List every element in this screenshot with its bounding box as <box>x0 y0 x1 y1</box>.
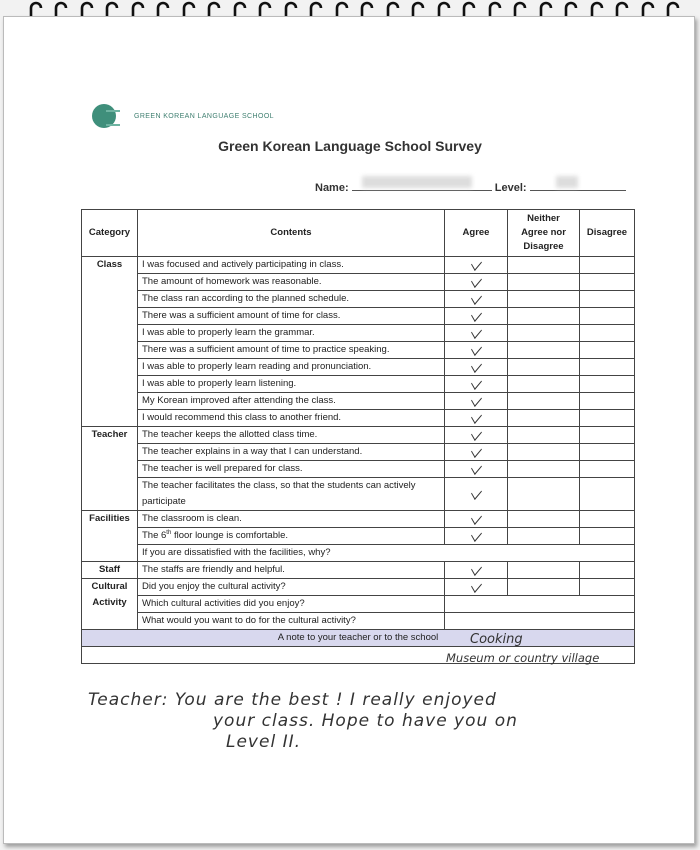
disagree-cell[interactable] <box>580 579 635 596</box>
table-row <box>82 410 635 427</box>
disagree-cell[interactable] <box>580 376 635 393</box>
table-row <box>82 528 635 545</box>
school-logo <box>92 104 274 128</box>
row-label: What would you want to do for the cultural activity? <box>138 613 445 630</box>
cultural-wish-field[interactable] <box>445 613 635 630</box>
disagree-cell[interactable] <box>580 291 635 308</box>
row-label: The 6th floor lounge is comfortable. <box>138 528 445 545</box>
table-row <box>82 342 635 359</box>
level-label: Level: <box>494 182 527 194</box>
category-staff: Staff <box>82 562 138 579</box>
row-label: The teacher explains in a way that I can understand. <box>138 444 445 461</box>
name-level-row <box>315 180 626 194</box>
name-field[interactable] <box>352 180 492 191</box>
check-icon <box>471 307 482 322</box>
check-icon <box>471 426 482 441</box>
agree-cell[interactable] <box>445 579 508 596</box>
handwritten-cooking: Cooking <box>470 632 523 647</box>
note-line-1: Teacher: You are the best ! I really enjoyed <box>88 690 497 710</box>
table-row <box>82 461 635 478</box>
disagree-cell[interactable] <box>580 325 635 342</box>
table-row <box>82 274 635 291</box>
agree-cell[interactable] <box>445 257 508 274</box>
agree-cell[interactable] <box>445 410 508 427</box>
neither-cell[interactable] <box>508 579 580 596</box>
neither-cell[interactable] <box>508 308 580 325</box>
check-icon <box>471 341 482 356</box>
row-label: My Korean improved after attending the class. <box>138 393 445 410</box>
row-label: I was focused and actively participating in class. <box>138 257 445 274</box>
table-row <box>82 478 635 511</box>
header-category: Category <box>82 210 138 257</box>
disagree-cell[interactable] <box>580 562 635 579</box>
row-label: I was able to properly learn the grammar. <box>138 325 445 342</box>
note-header: A note to your teacher or to the school <box>82 630 635 647</box>
handwritten-museum: Museum or country village <box>446 651 600 665</box>
check-icon <box>471 290 482 305</box>
table-row <box>82 359 635 376</box>
table-row <box>82 325 635 342</box>
neither-cell[interactable] <box>508 511 580 528</box>
agree-cell[interactable] <box>445 478 508 511</box>
check-icon <box>471 510 482 525</box>
row-label: Which cultural activities did you enjoy? <box>138 596 445 613</box>
agree-cell[interactable] <box>445 308 508 325</box>
check-icon <box>471 375 482 390</box>
agree-cell[interactable] <box>445 359 508 376</box>
handwritten-note <box>88 690 638 753</box>
row-label: There was a sufficient amount of time for class. <box>138 308 445 325</box>
header-disagree: Disagree <box>580 210 635 257</box>
check-icon <box>471 409 482 424</box>
table-row <box>82 562 635 579</box>
disagree-cell[interactable] <box>580 393 635 410</box>
check-icon <box>471 578 482 593</box>
survey-title: Green Korean Language School Survey <box>218 138 482 154</box>
disagree-cell[interactable] <box>580 444 635 461</box>
disagree-cell[interactable] <box>580 274 635 291</box>
check-icon <box>471 443 482 458</box>
level-field[interactable] <box>530 180 626 191</box>
disagree-cell[interactable] <box>580 511 635 528</box>
check-icon <box>471 392 482 407</box>
note-line-2: your class. Hope to have you on <box>213 711 518 731</box>
category-teacher: Teacher <box>82 427 138 511</box>
table-row <box>82 308 635 325</box>
disagree-cell[interactable] <box>580 342 635 359</box>
row-label: The teacher keeps the allotted class time. <box>138 427 445 444</box>
table-row <box>82 393 635 410</box>
check-icon <box>471 358 482 373</box>
row-label: The teacher facilitates the class, so that the students can actively participate <box>138 478 445 511</box>
category-class: Class <box>82 257 138 427</box>
logo-circle-icon <box>92 104 116 128</box>
neither-cell[interactable] <box>508 427 580 444</box>
check-icon <box>471 273 482 288</box>
agree-cell[interactable] <box>445 342 508 359</box>
check-icon <box>471 460 482 475</box>
agree-cell[interactable] <box>445 528 508 545</box>
check-icon <box>471 561 482 576</box>
agree-cell[interactable] <box>445 444 508 461</box>
disagree-cell[interactable] <box>580 528 635 545</box>
agree-cell[interactable] <box>445 562 508 579</box>
table-row <box>82 444 635 461</box>
table-row <box>82 511 635 528</box>
school-name: GREEN KOREAN LANGUAGE SCHOOL <box>134 112 274 120</box>
neither-cell[interactable] <box>508 291 580 308</box>
check-icon <box>471 527 482 542</box>
agree-cell[interactable] <box>445 291 508 308</box>
neither-cell[interactable] <box>508 562 580 579</box>
neither-cell[interactable] <box>508 274 580 291</box>
header-contents: Contents <box>138 210 445 257</box>
disagree-cell[interactable] <box>580 359 635 376</box>
row-label: The staffs are friendly and helpful. <box>138 562 445 579</box>
table-row <box>82 427 635 444</box>
row-label: Did you enjoy the cultural activity? <box>138 579 445 596</box>
table-row <box>82 376 635 393</box>
neither-cell[interactable] <box>508 444 580 461</box>
table-header-row <box>82 210 635 257</box>
row-label: I was able to properly learn reading and pronunciation. <box>138 359 445 376</box>
row-label: I was able to properly learn listening. <box>138 376 445 393</box>
row-label: There was a sufficient amount of time to practice speaking. <box>138 342 445 359</box>
disagree-cell[interactable] <box>580 427 635 444</box>
agree-cell[interactable] <box>445 427 508 444</box>
neither-cell[interactable] <box>508 342 580 359</box>
disagree-cell[interactable] <box>580 478 635 511</box>
row-label: The classroom is clean. <box>138 511 445 528</box>
neither-cell[interactable] <box>508 410 580 427</box>
row-label: The amount of homework was reasonable. <box>138 274 445 291</box>
neither-cell[interactable] <box>508 325 580 342</box>
check-icon <box>471 256 482 271</box>
neither-cell[interactable] <box>508 376 580 393</box>
neither-cell[interactable] <box>508 478 580 511</box>
table-row <box>82 613 635 630</box>
facilities-why-field[interactable] <box>138 545 635 562</box>
neither-cell[interactable] <box>508 528 580 545</box>
table-row <box>82 596 635 613</box>
disagree-cell[interactable] <box>580 257 635 274</box>
agree-cell[interactable] <box>445 511 508 528</box>
agree-cell[interactable] <box>445 274 508 291</box>
agree-cell[interactable] <box>445 376 508 393</box>
neither-cell[interactable] <box>508 393 580 410</box>
cultural-enjoyed-field[interactable] <box>445 596 635 613</box>
category-cultural: Cultural Activity <box>82 579 138 630</box>
note-header-row <box>82 630 635 647</box>
name-label: Name: <box>315 182 349 194</box>
row-label: The teacher is well prepared for class. <box>138 461 445 478</box>
note-line-3: Level II. <box>226 732 302 752</box>
agree-cell[interactable] <box>445 393 508 410</box>
agree-cell[interactable] <box>445 461 508 478</box>
disagree-cell[interactable] <box>580 308 635 325</box>
header-neither: Neither Agree nor Disagree <box>508 210 580 257</box>
survey-table <box>81 209 635 664</box>
header-agree: Agree <box>445 210 508 257</box>
agree-cell[interactable] <box>445 325 508 342</box>
check-icon <box>471 324 482 339</box>
row-label: I would recommend this class to another friend. <box>138 410 445 427</box>
table-row <box>82 579 635 596</box>
neither-cell[interactable] <box>508 359 580 376</box>
row-label: The class ran according to the planned schedule. <box>138 291 445 308</box>
neither-cell[interactable] <box>508 257 580 274</box>
check-icon <box>471 485 482 500</box>
table-row <box>82 545 635 562</box>
category-facilities: Facilities <box>82 511 138 562</box>
neither-cell[interactable] <box>508 461 580 478</box>
disagree-cell[interactable] <box>580 461 635 478</box>
row-label: If you are dissatisfied with the facilities, why? <box>142 547 331 558</box>
disagree-cell[interactable] <box>580 410 635 427</box>
table-row <box>82 257 635 274</box>
table-row <box>82 291 635 308</box>
